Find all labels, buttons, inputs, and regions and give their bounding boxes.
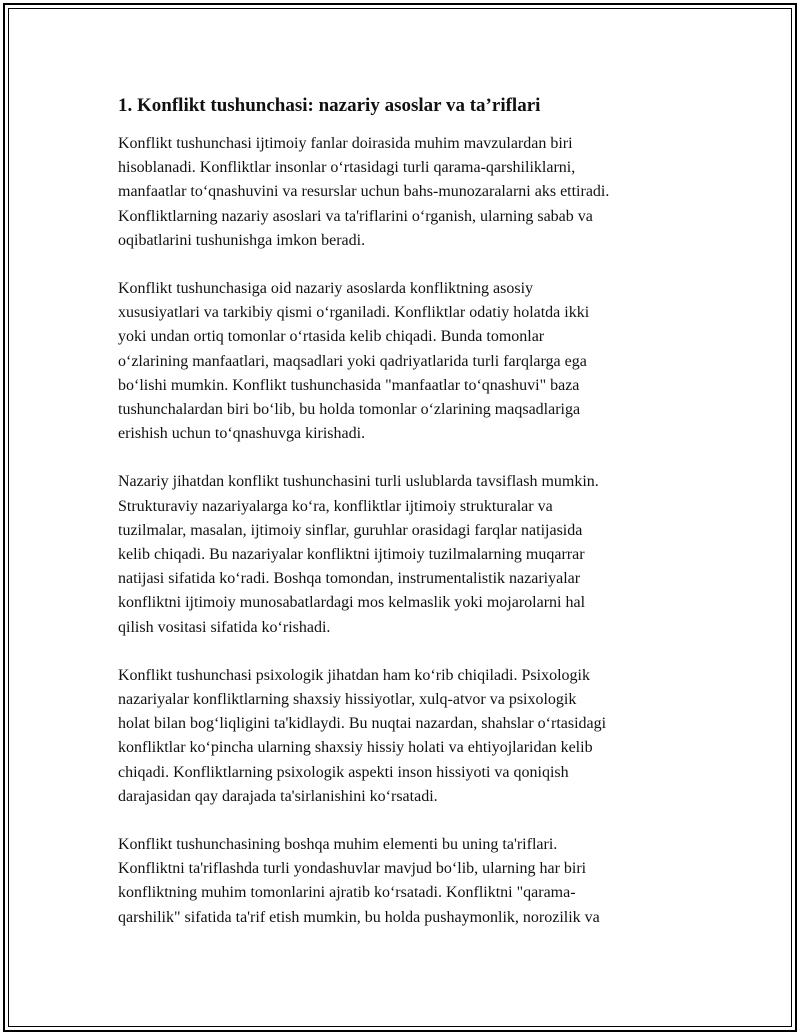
paragraph-line: konfliktlar ko‘pincha ularning shaxsiy hissiy holati va ehtiyojlaridan kelib (118, 739, 593, 757)
paragraph-line: manfaatlar to‘qnashuvini va resurslar uchun bahs-munozaralarni aks ettiradi. (118, 183, 610, 201)
paragraph-line: xususiyatlari va tarkibiy qismi o‘rganiladi. Konfliktlar odatiy holatda ikki (118, 304, 590, 322)
paragraph-line: Konflikt tushunchasi psixologik jihatdan ham ko‘rib chiqiladi. Psixologik (118, 666, 590, 684)
paragraph-line: Konflikt tushunchasiga oid nazariy asoslarda konfliktning asosiy (118, 280, 534, 298)
paragraph-1 (118, 132, 688, 253)
paragraph-line: erishish uchun to‘qnashuvga kirishadi. (118, 425, 366, 443)
paragraph-line: bo‘lishi mumkin. Konflikt tushunchasida "manfaatlar to‘qnashuvi" baza (118, 376, 580, 394)
paragraph-line: oqibatlarini tushunishga imkon beradi. (118, 231, 366, 249)
paragraph-line: hisoblanadi. Konfliktlar insonlar o‘rtasidagi turli qarama-qarshiliklarni, (118, 159, 576, 177)
paragraph-line: Konflikt tushunchasi ijtimoiy fanlar doirasida muhim mavzulardan biri (118, 135, 573, 152)
paragraph-2 (118, 277, 688, 446)
paragraph-line: qilish vositasi sifatida ko‘rishadi. (118, 618, 331, 636)
paragraph-line: holat bilan bog‘liqligini ta'kidlaydi. Bu nuqtai nazardan, shahslar o‘rtasidagi (118, 715, 607, 733)
paragraph-line: tuzilmalar, masalan, ijtimoiy sinflar, guruhlar orasidagi farqlar natijasida (118, 521, 583, 539)
paragraph-line: kelib chiqadi. Bu nazariyalar konfliktni ijtimoiy tuzilmalarning muqarrar (118, 546, 585, 564)
paragraph-line: tushunchalardan biri bo‘lib, bu holda tomonlar o‘zlarining maqsadlariga (118, 401, 581, 419)
paragraph-line: yoki undan ortiq tomonlar o‘rtasida kelib chiqadi. Bunda tomonlar (118, 328, 545, 346)
paragraph-line: natijasi sifatida ko‘radi. Boshqa tomondan, instrumentalistik nazariyalar (118, 570, 581, 588)
paragraph-line: Nazariy jihatdan konflikt tushunchasini turli uslublarda tavsiflash mumkin. (118, 473, 599, 491)
paragraph-5 (118, 833, 688, 930)
paragraph-line: nazariyalar konfliktlarning shaxsiy hissiyotlar, xulq-atvor va psixologik (118, 691, 577, 709)
paragraph-line: Konfliktni ta'riflashda turli yondashuvlar mavjud bo‘lib, ularning har biri (118, 860, 587, 878)
paragraph-3 (118, 470, 688, 639)
paragraph-line: qarshilik" sifatida ta'rif etish mumkin, bu holda pushaymonlik, norozilik va (118, 908, 600, 926)
paragraph-line: Konfliktlarning nazariy asoslari va ta'riflarini o‘rganish, ularning sabab va (118, 207, 593, 225)
paragraph-line: darajasidan qay darajada ta'sirlanishini ko‘rsatadi. (118, 787, 438, 805)
paragraph-4 (118, 664, 688, 809)
paragraph-line: chiqadi. Konfliktlarning psixologik aspekti inson hissiyoti va qoniqish (118, 763, 569, 781)
paragraph-line: Strukturaviy nazariyalarga ko‘ra, konfliktlar ijtimoiy strukturalar va (118, 497, 553, 515)
paragraph-line: konfliktning muhim tomonlarini ajratib ko‘rsatadi. Konfliktni "qarama- (118, 884, 576, 902)
paragraph-line: o‘zlarining manfaatlari, maqsadlari yoki qadriyatlarida turli farqlarga ega (118, 352, 587, 370)
section-heading: 1. Konflikt tushunchasi: nazariy asoslar va ta’riflari (118, 95, 541, 116)
paragraph-line: konfliktni ijtimoiy munosabatlardagi mos kelmaslik yoki mojarolarni hal (118, 594, 586, 612)
paragraph-line: Konflikt tushunchasining boshqa muhim elementi bu uning ta'riflari. (118, 836, 558, 854)
document-content (118, 92, 688, 954)
